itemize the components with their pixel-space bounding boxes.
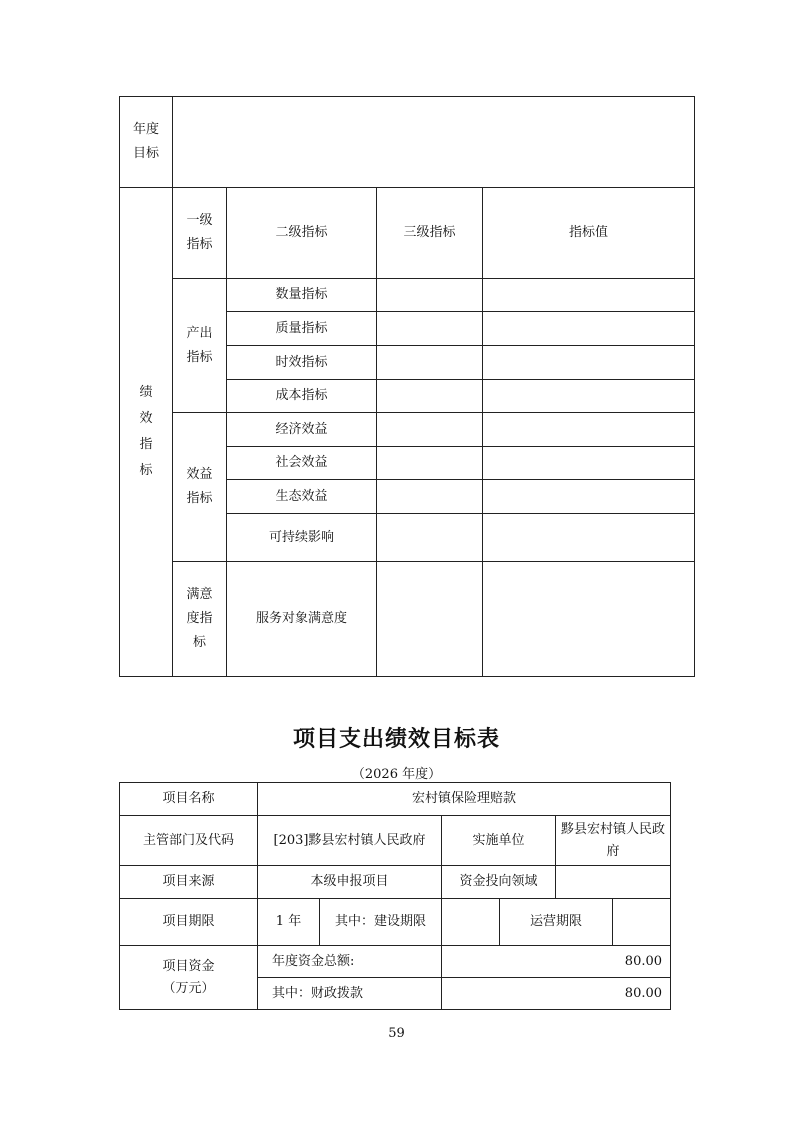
value-cell[interactable] bbox=[483, 380, 695, 413]
project-info-table bbox=[119, 782, 671, 1010]
page-title: 项目支出绩效目标表 bbox=[292, 727, 500, 752]
header-level2: 二级指标 bbox=[227, 188, 377, 279]
header-value: 指标值 bbox=[483, 188, 695, 279]
level3-cell[interactable] bbox=[377, 514, 483, 562]
level2-item: 成本指标 bbox=[227, 380, 377, 413]
level3-cell[interactable] bbox=[377, 346, 483, 380]
source-label: 项目来源 bbox=[120, 866, 258, 899]
build-label: 其中：建设期限 bbox=[320, 899, 442, 946]
group-satisfaction-label: 满意 度指 标 bbox=[173, 562, 227, 677]
level3-cell[interactable] bbox=[377, 279, 483, 312]
impl-value: 黟县宏村镇人民政 府 bbox=[556, 816, 671, 866]
level3-cell[interactable] bbox=[377, 562, 483, 677]
perf-indicator-label: 绩 效 指 标 bbox=[120, 188, 173, 677]
operate-value[interactable] bbox=[613, 899, 671, 946]
period-value: 1 年 bbox=[258, 899, 320, 946]
group-output-label: 产出 指标 bbox=[173, 279, 227, 413]
finance-fund-value: 80.00 bbox=[442, 978, 671, 1010]
annual-goal-value[interactable] bbox=[173, 97, 695, 188]
operate-label: 运营期限 bbox=[500, 899, 613, 946]
fund-label: 项目资金 （万元） bbox=[120, 946, 258, 1010]
level2-item: 生态效益 bbox=[227, 480, 377, 514]
page-number: 59 bbox=[388, 1026, 405, 1041]
level2-item: 经济效益 bbox=[227, 413, 377, 447]
project-name-label: 项目名称 bbox=[120, 783, 258, 816]
value-cell[interactable] bbox=[483, 562, 695, 677]
level3-cell[interactable] bbox=[377, 480, 483, 514]
source-value: 本级申报项目 bbox=[258, 866, 442, 899]
level2-item: 时效指标 bbox=[227, 346, 377, 380]
group-benefit-label: 效益 指标 bbox=[173, 413, 227, 562]
value-cell[interactable] bbox=[483, 514, 695, 562]
value-cell[interactable] bbox=[483, 413, 695, 447]
level2-item: 数量指标 bbox=[227, 279, 377, 312]
level2-item: 可持续影响 bbox=[227, 514, 377, 562]
level2-item: 社会效益 bbox=[227, 447, 377, 480]
annual-goal-label: 年度 目标 bbox=[120, 97, 173, 188]
finance-fund-label: 其中：财政拨款 bbox=[258, 978, 442, 1010]
value-cell[interactable] bbox=[483, 312, 695, 346]
level2-item: 服务对象满意度 bbox=[227, 562, 377, 677]
level3-cell[interactable] bbox=[377, 312, 483, 346]
level3-cell[interactable] bbox=[377, 413, 483, 447]
value-cell[interactable] bbox=[483, 480, 695, 514]
level2-item: 质量指标 bbox=[227, 312, 377, 346]
header-level1: 一级 指标 bbox=[173, 188, 227, 279]
period-label: 项目期限 bbox=[120, 899, 258, 946]
header-level3: 三级指标 bbox=[377, 188, 483, 279]
value-cell[interactable] bbox=[483, 346, 695, 380]
dept-label: 主管部门及代码 bbox=[120, 816, 258, 866]
value-cell[interactable] bbox=[483, 279, 695, 312]
build-value[interactable] bbox=[442, 899, 500, 946]
invest-label: 资金投向领域 bbox=[442, 866, 556, 899]
invest-value[interactable] bbox=[556, 866, 671, 899]
level3-cell[interactable] bbox=[377, 447, 483, 480]
total-fund-value: 80.00 bbox=[442, 946, 671, 978]
impl-label: 实施单位 bbox=[442, 816, 556, 866]
page-subtitle: （2026 年度） bbox=[351, 767, 442, 782]
performance-indicator-table bbox=[119, 96, 695, 677]
value-cell[interactable] bbox=[483, 447, 695, 480]
level3-cell[interactable] bbox=[377, 380, 483, 413]
project-name-value: 宏村镇保险理赔款 bbox=[258, 783, 671, 816]
dept-value: [203]黟县宏村镇人民政府 bbox=[258, 816, 442, 866]
total-fund-label: 年度资金总额: bbox=[258, 946, 442, 978]
